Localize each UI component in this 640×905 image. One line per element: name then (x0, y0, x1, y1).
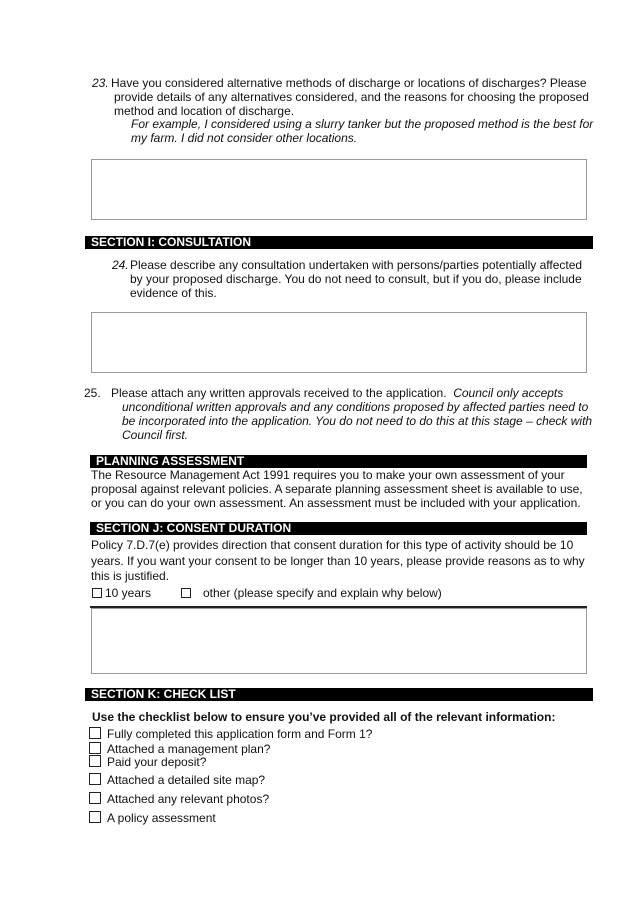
checklist-item: Attached a detailed site map? (107, 773, 266, 787)
section-j-header: SECTION J: CONSENT DURATION (90, 522, 587, 535)
q23-text: Have you considered alternative methods of discharge or locations of discharges? Please (111, 76, 587, 90)
q24-text: by your proposed discharge. You do not need to consult, but if you do, please include (130, 272, 582, 286)
checkbox-icon[interactable] (89, 792, 101, 804)
option-other[interactable] (181, 586, 442, 600)
planning-text: proposal against relevant policies. A separate planning assessment sheet is available to use, (91, 482, 583, 496)
checkbox-icon[interactable] (89, 755, 101, 767)
checklist-item: Paid your deposit? (107, 755, 207, 769)
checkbox-icon[interactable] (89, 773, 101, 785)
q24-text: evidence of this. (130, 286, 217, 300)
q25-number: 25. (84, 386, 101, 400)
planning-header: PLANNING ASSESSMENT (90, 455, 587, 468)
checklist-item: Fully completed this application form and Form 1? (107, 727, 373, 741)
q25-text (111, 386, 563, 400)
checkbox-icon[interactable] (89, 742, 101, 754)
q25-text-plain: Please attach any written approvals received to the application. (111, 386, 447, 400)
q25-text: Council first. (122, 428, 189, 442)
section-j-text: this is justified. (91, 569, 170, 583)
checklist-item: Attached a management plan? (107, 742, 271, 756)
checklist-item: A policy assessment (107, 811, 216, 825)
q23-example: For example, I considered using a slurry tanker but the proposed method is the best for (131, 117, 594, 131)
q24-number: 24. (112, 258, 129, 272)
q23-text: method and location of discharge. (114, 104, 295, 118)
option-10-years[interactable] (92, 586, 151, 600)
q25-text: unconditional written approvals and any conditions proposed by affected parties need to (122, 400, 589, 414)
section-j-text: Policy 7.D.7(e) provides direction that consent duration for this type of activity should be 10 (91, 538, 574, 552)
planning-text: The Resource Management Act 1991 requires you to make your own assessment of your (91, 468, 565, 482)
section-j-text: years. If you want your consent to be longer than 10 years, please provide reasons as to why (91, 554, 585, 568)
option-label: 10 years (105, 586, 152, 600)
option-label: other (please specify and explain why below) (203, 586, 442, 600)
q25-text: be incorporated into the application. You do not need to do this at this stage – check with (122, 414, 593, 428)
section-i-header: SECTION I: CONSULTATION (85, 236, 593, 249)
checklist-item: Attached any relevant photos? (107, 792, 270, 806)
q23-answer-box[interactable] (91, 159, 587, 220)
planning-text: or you can do your own assessment. An assessment must be included with your application. (91, 496, 581, 510)
q24-text: Please describe any consultation undertaken with persons/parties potentially affected (130, 258, 583, 272)
section-k-header: SECTION K: CHECK LIST (85, 688, 593, 701)
q23-text: provide details of any alternatives considered, and the reasons for choosing the proposed (114, 90, 589, 104)
q23-example: my farm. I did not consider other locations. (131, 131, 358, 145)
checkbox-icon[interactable] (92, 588, 102, 598)
q24-answer-box[interactable] (91, 312, 587, 373)
checkbox-icon[interactable] (89, 727, 101, 739)
checkbox-icon[interactable] (181, 588, 191, 598)
checklist-intro: Use the checklist below to ensure you’ve provided all of the relevant information: (92, 710, 556, 724)
q23-number: 23. (92, 76, 109, 90)
q25-text-italic: Council only accepts (453, 386, 564, 400)
duration-answer-box[interactable] (91, 608, 587, 674)
checkbox-icon[interactable] (89, 811, 101, 823)
